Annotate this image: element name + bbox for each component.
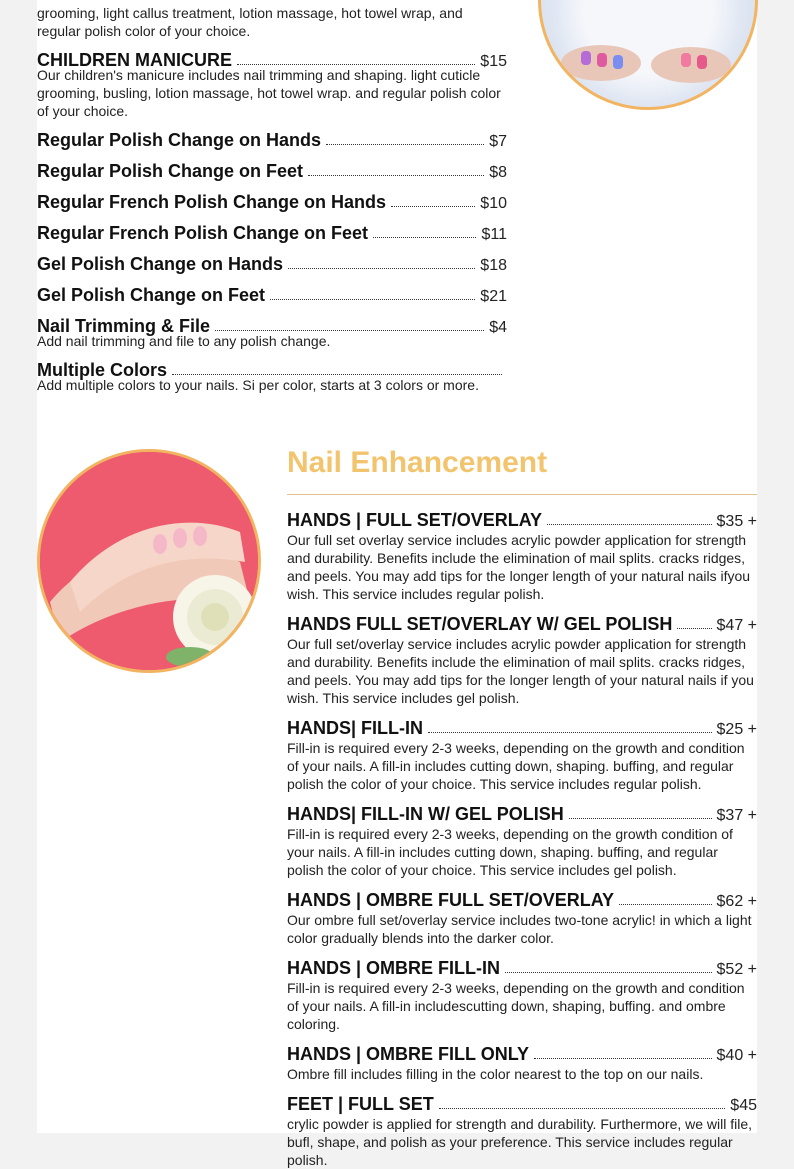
dot-leader: [547, 524, 711, 525]
service-name: Gel Polish Change on Hands: [37, 254, 284, 274]
service-price: $4: [489, 319, 507, 336]
service-description: Our full set overlay service includes acrylic powder application for strength and durability. Benefits include the elimination of mail splits. cracks ridges, and peels. You may add tips for the longer length of your natural nails ifyou wish. This service includes regular polish.: [287, 532, 751, 602]
service-row: [287, 713, 757, 739]
service-name: Multiple Colors: [37, 360, 167, 380]
service-price: $37 +: [716, 807, 757, 824]
dot-leader: [308, 175, 484, 176]
dot-leader: [326, 144, 484, 145]
service-name: HANDS | OMBRE FILL ONLY: [287, 1044, 530, 1064]
service-price: $10: [480, 195, 507, 212]
service-price: $21: [480, 288, 507, 305]
dot-leader: [270, 299, 475, 300]
dot-leader: [237, 64, 475, 65]
dot-leader: [288, 268, 475, 269]
service-price: $47 +: [716, 617, 757, 634]
service-description: Add multiple colors to your nails. Si per color, starts at 3 colors or more.: [37, 377, 479, 393]
service-description: Fill-in is required every 2-3 weeks, depending on the growth and condition of your nails. A fill-in includescutting down, shaping, buffing. and ombre coloring.: [287, 980, 745, 1032]
dot-leader: [677, 628, 711, 629]
dot-leader: [439, 1108, 726, 1109]
service-price: $25 +: [716, 721, 757, 738]
service-row: [287, 609, 757, 635]
service-price: $15: [480, 53, 507, 70]
service-description: Add nail trimming and file to any polish change.: [37, 333, 331, 349]
service-name: HANDS FULL SET/OVERLAY W/ GEL POLISH: [287, 614, 673, 634]
service-row: [37, 151, 507, 182]
top-service-list: [37, 40, 507, 394]
dot-leader: [505, 972, 711, 973]
service-price: $35 +: [716, 513, 757, 530]
service-row: [287, 1089, 757, 1115]
manicure-photo: [37, 449, 261, 673]
service-row: [37, 120, 507, 151]
service-price: $40 +: [716, 1047, 757, 1064]
service-price: $8: [489, 164, 507, 181]
service-price: $45: [730, 1097, 757, 1114]
service-row: [37, 182, 507, 213]
service-description: Our ombre full set/overlay service includes two-tone acrylic! in which a light color gradually blends into the darker color.: [287, 912, 752, 946]
service-description: Fill-in is required every 2-3 weeks, depending on the growth and condition of your nails. A fill-in includes cutting down, shaping. buffing, and regular polish the color of your choice. This service includes regular polish.: [287, 740, 745, 792]
service-description: Our full set/overlay service includes acrylic powder application for strength and durability. Benefits include the elimination of mail splits. cracks ridges, and peels. You may add tips for the longer length of your natural nails if you wish. This service includes gel polish.: [287, 636, 754, 706]
service-name: FEET | FULL SET: [287, 1094, 434, 1114]
service-row: [287, 953, 757, 979]
service-description: Our children's manicure includes nail trimming and shaping. light cuticle grooming, busling, lotion massage, hot towel wrap. and regular polish color of your choice.: [37, 67, 501, 119]
dot-leader: [391, 206, 475, 207]
service-name: Gel Polish Change on Feet: [37, 285, 266, 305]
dot-leader: [619, 904, 711, 905]
intro-description: grooming, light callus treatment, lotion massage, hot towel wrap, and regular polish color of your choice.: [37, 5, 463, 39]
service-price: $18: [480, 257, 507, 274]
dot-leader: [215, 330, 484, 331]
service-row: [287, 1039, 757, 1065]
dot-leader: [428, 732, 711, 733]
service-row: [287, 799, 757, 825]
service-description: crylic powder is applied for strength and durability. Furthermore, we will file, bufl, shape, and polish as your preference. This service includes regular polish.: [287, 1116, 753, 1168]
service-name: Regular Polish Change on Hands: [37, 130, 322, 150]
service-name: HANDS| FILL-IN W/ GEL POLISH: [287, 804, 564, 824]
service-price: $7: [489, 133, 507, 150]
service-price: $62 +: [716, 893, 757, 910]
service-description: Ombre fill includes filling in the color nearest to the top on our nails.: [287, 1066, 704, 1082]
hands-rose-illustration: [40, 452, 258, 670]
polish-services-section: [37, 0, 507, 394]
enhancement-service-list: [287, 505, 757, 1169]
service-row: [37, 244, 507, 275]
service-row: [37, 275, 507, 306]
dot-leader: [172, 374, 502, 375]
service-name: Regular French Polish Change on Hands: [37, 192, 387, 212]
service-name: HANDS | OMBRE FILL-IN: [287, 958, 501, 978]
dot-leader: [373, 237, 476, 238]
service-description: Fill-in is required every 2-3 weeks, depending on the growth condition of your nails. A fill-in includes cutting down, shaping. buffing, and regular polish the color of your choice. This service includes gel polish.: [287, 826, 733, 878]
service-row: [287, 505, 757, 531]
service-price: $11: [481, 226, 507, 243]
service-name: HANDS| FILL-IN: [287, 718, 424, 738]
service-name: Regular French Polish Change on Feet: [37, 223, 369, 243]
service-price: $52 +: [716, 961, 757, 978]
service-row: [287, 885, 757, 911]
service-name: CHILDREN MANICURE: [37, 50, 232, 70]
section-title: Nail Enhancement: [287, 448, 757, 495]
dot-leader: [534, 1058, 711, 1059]
dot-leader: [569, 818, 712, 819]
service-name: Regular Polish Change on Feet: [37, 161, 304, 181]
service-name: Nail Trimming & File: [37, 316, 211, 336]
service-row: [37, 213, 507, 244]
service-name: HANDS | FULL SET/OVERLAY: [287, 510, 543, 530]
service-name: HANDS | OMBRE FULL SET/OVERLAY: [287, 890, 615, 910]
nail-enhancement-section: [287, 448, 757, 1169]
